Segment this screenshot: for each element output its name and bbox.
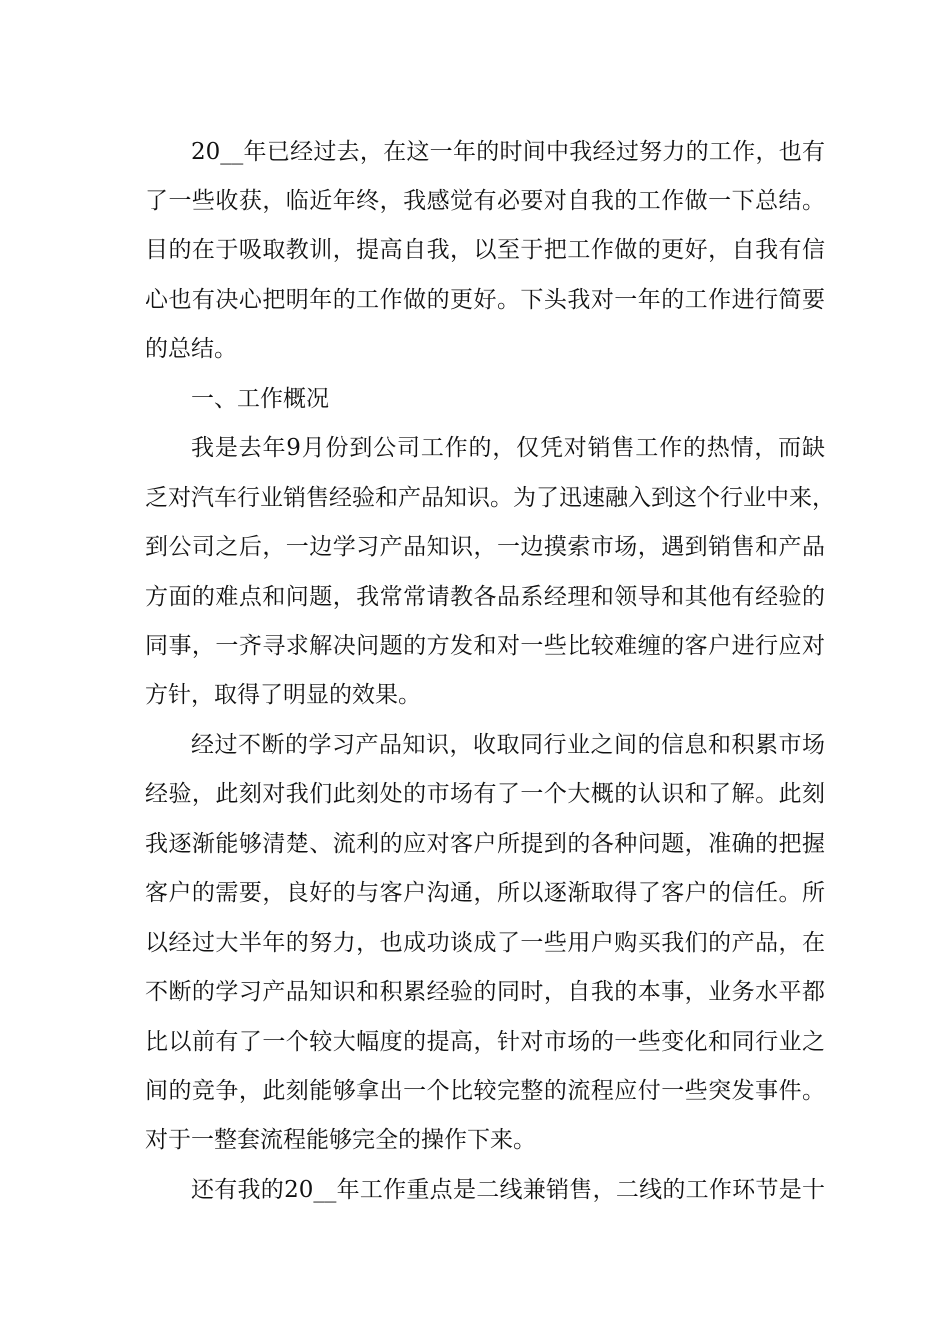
paragraph-line: 心也有决心把明年的工作做的更好。下头我对一年的工作进行简要 [145, 287, 825, 313]
paragraph-line: 的总结。 [145, 336, 237, 362]
paragraph-line: 客户的需要，良好的与客户沟通，所以逐渐取得了客户的信任。所 [145, 880, 825, 906]
paragraph-line: 到公司之后，一边学习产品知识，一边摸索市场，遇到销售和产品 [145, 534, 825, 560]
paragraph-line: 经验，此刻对我们此刻处的市场有了一个大概的认识和了解。此刻 [145, 781, 825, 807]
section-heading: 一、工作概况 [191, 386, 329, 412]
paragraph-line: 乏对汽车行业销售经验和产品知识。为了迅速融入到这个行业中来， [145, 485, 835, 511]
paragraph-line: 了一些收获，临近年终，我感觉有必要对自我的工作做一下总结。 [145, 188, 825, 214]
paragraph-line: 我逐渐能够清楚、流利的应对客户所提到的各种问题，准确的把握 [145, 831, 825, 857]
paragraph-line: 目的在于吸取教训，提高自我，以至于把工作做的更好，自我有信 [145, 237, 825, 263]
paragraph-line: 比以前有了一个较大幅度的提高，针对市场的一些变化和同行业之 [145, 1029, 825, 1055]
paragraph-line: 间的竞争，此刻能够拿出一个比较完整的流程应付一些突发事件。 [145, 1078, 825, 1104]
paragraph-line: 对于一整套流程能够完全的操作下来。 [145, 1127, 536, 1153]
paragraph-line: 以经过大半年的努力，也成功谈成了一些用户购买我们的产品，在 [145, 930, 825, 956]
paragraph-line: 我是去年9月份到公司工作的，仅凭对销售工作的热情，而缺 [191, 435, 825, 461]
paragraph-line: 方面的难点和问题，我常常请教各品系经理和领导和其他有经验的 [145, 584, 825, 610]
paragraph-line: 20__年已经过去，在这一年的时间中我经过努力的工作，也有 [191, 139, 825, 165]
paragraph-line: 方针，取得了明显的效果。 [145, 682, 421, 708]
paragraph-line: 同事，一齐寻求解决问题的方发和对一些比较难缠的客户进行应对 [145, 633, 825, 659]
paragraph-line: 还有我的20__年工作重点是二线兼销售，二线的工作环节是十 [191, 1177, 825, 1203]
paragraph-line: 不断的学习产品知识和积累经验的同时，自我的本事，业务水平都 [145, 979, 825, 1005]
paragraph-line: 经过不断的学习产品知识，收取同行业之间的信息和积累市场 [191, 732, 825, 758]
